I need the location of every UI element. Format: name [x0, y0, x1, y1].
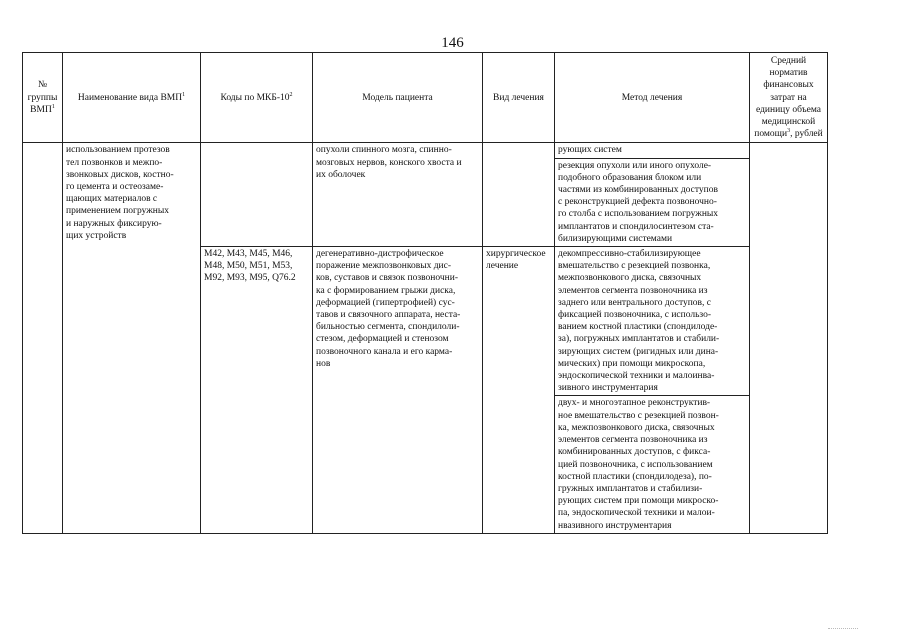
text-line: мических) при помощи микроскопа,: [558, 358, 706, 369]
text-line: ное вмешательство с резекцией позвон-: [558, 410, 719, 421]
text-line: с реконструкцией дефекта позвоночно-: [558, 197, 717, 208]
text-line: стезом, деформацией и стенозом: [316, 334, 449, 345]
treatment-method-cell: [555, 158, 750, 246]
text-line: декомпрессивно-стабилизирующее: [558, 249, 701, 260]
treatment-method-text: [558, 160, 746, 245]
text-line: и наружных фиксирую-: [66, 218, 162, 229]
treatment-method-text: [558, 144, 746, 156]
treatment-type-cell-empty: [483, 143, 555, 247]
vmp-name-text: [66, 144, 197, 242]
text-line: мозговых нервов, конского хвоста и: [316, 157, 462, 168]
text-line: ка с формированием грыжи диска,: [316, 285, 456, 296]
text-line: межпозвонкового диска, связочных: [558, 273, 702, 284]
text-line: имплантатов и спондилосинтезом ста-: [558, 221, 714, 232]
text-line: го столба с использованием погружных: [558, 209, 719, 220]
text-line: рующих систем: [558, 145, 622, 156]
text-line: заднего или вентрального доступов, с: [558, 297, 712, 308]
vmp-table: [22, 52, 828, 534]
text-line: костной пластики (спондилодеза), по-: [558, 471, 712, 482]
treatment-method-cell: [555, 396, 750, 533]
text-line: билизирующими системами: [558, 233, 673, 244]
text-line: цией позвоночника, с использованием: [558, 459, 713, 470]
text-line: па, эндоскопической техники и малои-: [558, 508, 715, 519]
text-line: M48, M50, M51, M53,: [204, 261, 293, 272]
patient-model-cell: [313, 247, 483, 534]
header-icd-codes: Коды по МКБ-$10^2$: [201, 53, 313, 143]
icd-codes-cell: [201, 247, 313, 534]
text-line: эндоскопической техники и малоинва-: [558, 371, 715, 382]
text-line: дегенеративно-дистрофическое: [316, 249, 444, 260]
text-line: зирующих систем (ригидных или дина-: [558, 346, 719, 357]
text-line: применением погружных: [66, 206, 169, 217]
treatment-method-cell: [555, 247, 750, 396]
text-line: M42, M43, M45, M46,: [204, 249, 293, 260]
text-line: лечение: [486, 261, 519, 272]
text-line: M92, M93, M95, Q76.2: [204, 273, 296, 284]
treatment-method-cell: [555, 143, 750, 158]
patient-model-text: [316, 248, 479, 370]
treatment-method-text: [558, 248, 746, 394]
text-line: рующих систем при помощи микроско-: [558, 496, 719, 507]
text-line: щих устройств: [66, 230, 127, 241]
header-group-number: № группы ВМП$^1$: [23, 53, 63, 143]
text-line: звонковых дисков, костно-: [66, 169, 174, 180]
text-line: двух- и многоэтапное реконструктив-: [558, 398, 711, 409]
header-cost-standard: Средний норматив финансовых затрат на единицу объема медицинской помощи$^3$, рублей: [750, 53, 828, 143]
text-line: резекция опухоли или иного опухоле-: [558, 160, 712, 171]
treatment-type-cell: [483, 247, 555, 534]
text-line: ка, межпозвонкового диска, связочных: [558, 422, 715, 433]
header-treatment-method: Метод лечения: [555, 53, 750, 143]
page-number: 146: [441, 35, 464, 51]
text-line: нвазивного инструментария: [558, 520, 672, 531]
patient-model-cell: [313, 143, 483, 247]
header-vmp-name: Наименование вида ВМП$^1$: [63, 53, 201, 143]
text-line: элементов сегмента позвоночника из: [558, 435, 708, 446]
table-row: [23, 143, 828, 158]
icd-codes-text: [204, 248, 309, 285]
text-line: элементов сегмента позвоночника из: [558, 285, 708, 296]
group-number-cell: [23, 143, 63, 533]
text-line: гружных имплантатов и стабилизи-: [558, 483, 703, 494]
text-line: бильностью сегмента, спондилоли-: [316, 322, 460, 333]
table-header-row: [23, 53, 828, 143]
text-line: хирургическое: [486, 249, 546, 260]
text-line: позвоночного канала и его карма-: [316, 346, 453, 357]
text-line: поражение межпозвонковых дис-: [316, 261, 452, 272]
icd-codes-cell-empty: [201, 143, 313, 247]
cost-cell: [750, 143, 828, 533]
text-line: за), погружных имплантатов и стабили-: [558, 334, 720, 345]
treatment-type-text: [486, 248, 551, 272]
text-line: зивного инструментария: [558, 383, 658, 394]
patient-model-text: [316, 144, 479, 181]
text-line: вмешательство с резекцией позвонка,: [558, 261, 711, 272]
vmp-name-cell: [63, 143, 201, 533]
header-patient-model: Модель пациента: [313, 53, 483, 143]
text-line: частями из комбинированных доступов: [558, 185, 718, 196]
text-line: фиксацией позвоночника, с использо-: [558, 310, 712, 321]
text-line: нов: [316, 358, 331, 369]
treatment-method-text: [558, 397, 746, 531]
text-line: использованием протезов: [66, 145, 170, 156]
text-line: деформацией (гипертрофией) сус-: [316, 297, 455, 308]
scan-artifact: [828, 628, 858, 635]
text-line: ков, суставов и связок позвоночни-: [316, 273, 458, 284]
text-line: тавов и связочного аппарата, неста-: [316, 310, 461, 321]
text-line: тел позвонков и межпо-: [66, 157, 163, 168]
text-line: ванием костной пластики (спондилоде-: [558, 322, 718, 333]
text-line: щающих материалов с: [66, 194, 158, 205]
text-line: комбинированных доступов, с фикса-: [558, 447, 711, 458]
text-line: го цемента и остеозаме-: [66, 182, 164, 193]
header-treatment-type: Вид лечения: [483, 53, 555, 143]
text-line: опухоли спинного мозга, спинно-: [316, 145, 452, 156]
text-line: их оболочек: [316, 169, 366, 180]
text-line: подобного образования блоком или: [558, 172, 702, 183]
